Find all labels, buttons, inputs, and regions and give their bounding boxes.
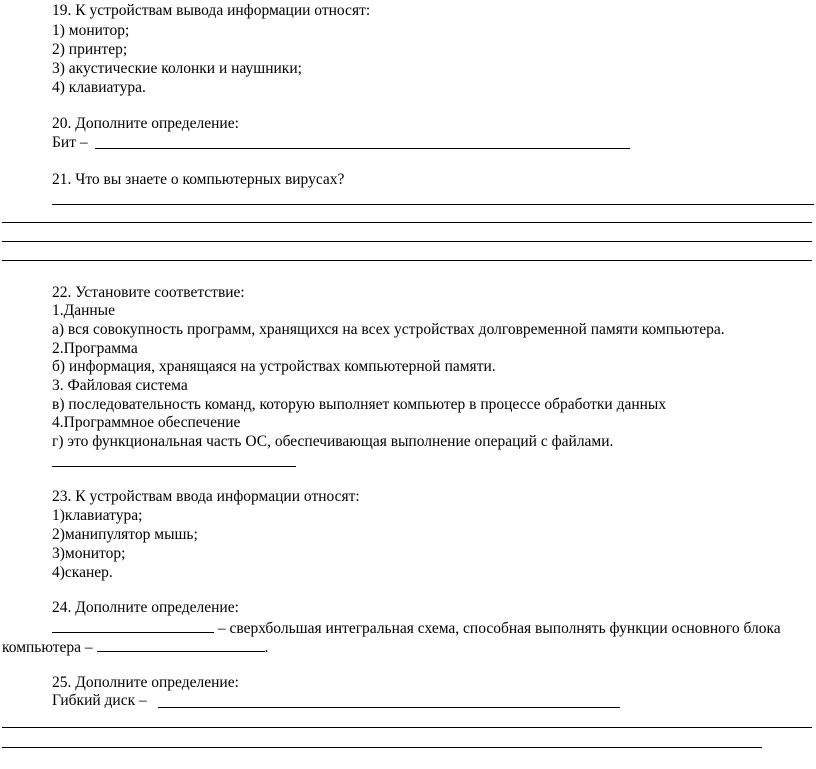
q19-option-4: 4) клавиатура. [52,79,146,96]
q25-term: Гибкий диск – [52,692,147,709]
q22-item-1: 1.Данные [52,302,115,319]
q25-answer-line-2[interactable] [2,727,812,728]
q25-title: 25. Дополните определение: [52,674,239,691]
q23-option-1: 1)клавиатура; [52,507,143,524]
q24-blank-2[interactable] [97,637,265,652]
q21-answer-line-1[interactable] [52,204,814,205]
q22-title: 22. Установите соответствие: [52,284,245,301]
q22-definition-a: а) вся совокупность программ, хранящихся на всех устройствах долговременной памяти компьютера. [52,321,725,338]
q22-definition-d: г) это функциональная часть ОС, обеспечивающая выполнение операций с файлами. [52,433,614,450]
q23-title: 23. К устройствам ввода информации относят: [52,488,360,505]
q22-item-2: 2.Программа [52,340,138,357]
q25-answer-line-1[interactable] [158,707,620,708]
q23-option-4: 4)сканер. [52,564,113,581]
q20-answer-line[interactable] [95,148,630,149]
q22-definition-b: б) информация, хранящаяся на устройствах компьютерной памяти. [52,358,496,375]
q24-line-1 [52,618,781,638]
q24-definition-text: – сверхбольшая интегральная схема, способная выполнять функции основного блока [214,620,781,637]
q19-option-2: 2) принтер; [52,41,128,58]
q21-title: 21. Что вы знаете о компьютерных вирусах? [52,171,345,188]
q23-option-3: 3)монитор; [52,545,126,562]
q22-item-4: 4.Программное обеспечение [52,414,241,431]
q21-answer-line-4[interactable] [2,260,812,261]
q19-title: 19. К устройствам вывода информации относят: [52,2,371,19]
q24-title: 24. Дополните определение: [52,599,239,616]
q22-answer-line[interactable] [52,466,296,467]
q25-answer-line-3[interactable] [2,747,762,748]
q20-term: Бит – [52,134,88,151]
q22-definition-c: в) последовательность команд, которую выполняет компьютер в процессе обработки данных [52,396,667,413]
q21-answer-line-2[interactable] [2,222,812,223]
q24-line2-prefix: компьютера – [2,639,97,656]
q22-item-3: 3. Файловая система [52,377,188,394]
q21-answer-line-3[interactable] [2,241,812,242]
q20-title: 20. Дополните определение: [52,115,239,132]
q19-option-1: 1) монитор; [52,22,130,39]
q24-line2-suffix: . [264,639,269,656]
q23-option-2: 2)манипулятор мышь; [52,526,198,543]
q19-option-3: 3) акустические колонки и наушники; [52,60,302,77]
q24-line-2 [2,637,268,657]
q24-blank-1[interactable] [52,618,214,633]
